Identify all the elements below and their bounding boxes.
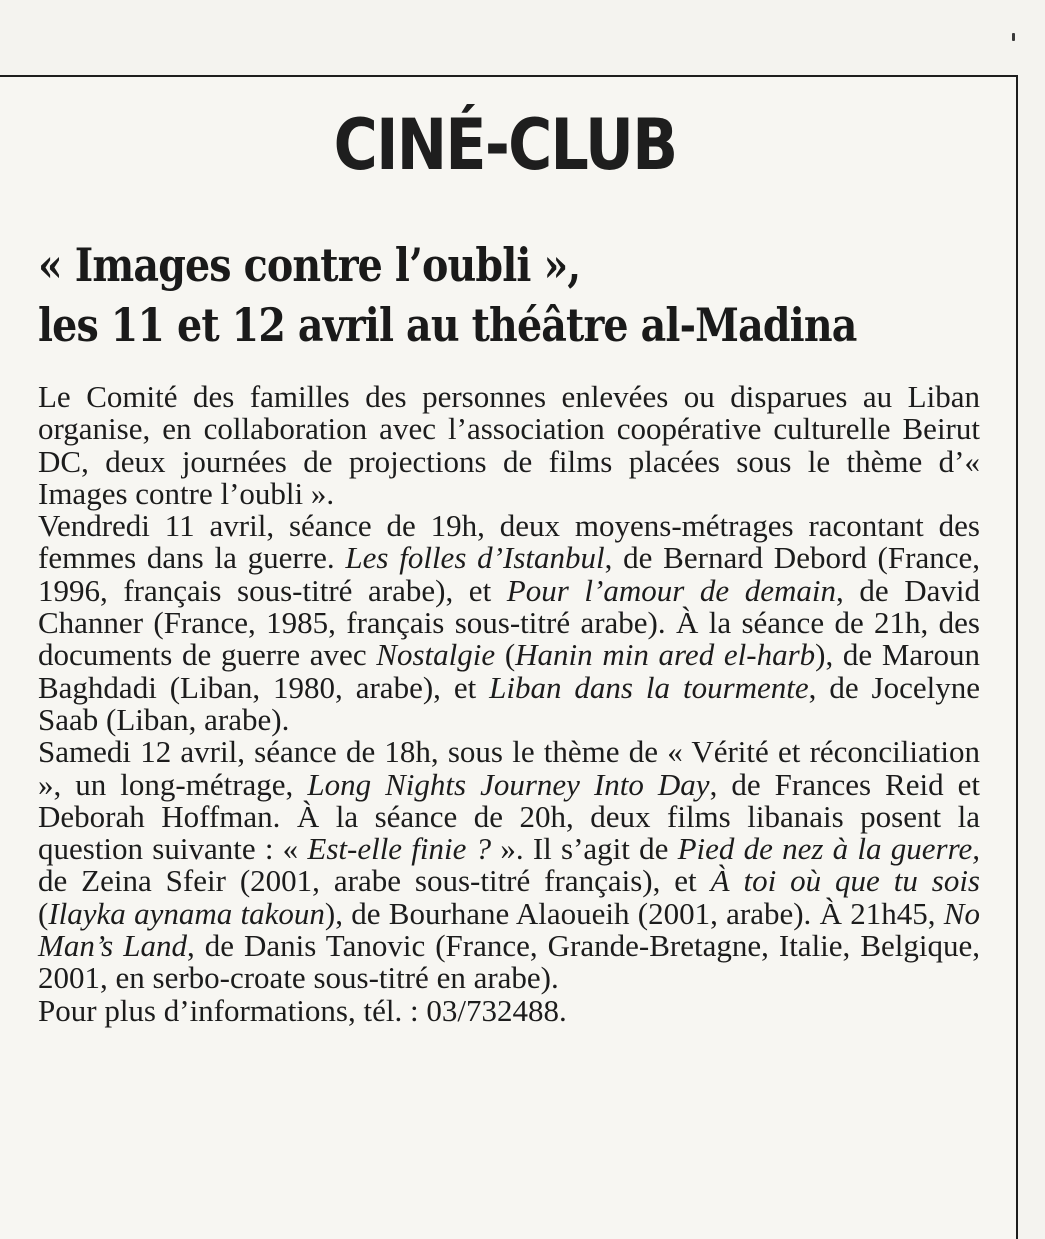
film-title: Ilayka aynama takoun <box>48 895 325 931</box>
text-run: Pour plus d’informations, tél. : 03/732488. <box>38 992 567 1028</box>
text-run: Le Comité des familles des personnes enlevées ou disparues au Liban organise, en collaboration avec l’association coopérative culturelle Beirut DC, deux journées de projections de films placées sous le thème d’« Images contre l’oubli ». <box>38 379 980 511</box>
saturday-paragraph <box>38 736 980 994</box>
text-run: ( <box>38 895 49 931</box>
article-body <box>38 381 980 1027</box>
text-run: , de Jocelyne Saab (Liban, arabe). <box>38 669 980 737</box>
rubric-title: CINÉ-CLUB <box>333 104 677 186</box>
film-title: Pour l’amour de demain <box>506 572 837 608</box>
text-run: ), de Maroun Baghdadi (Liban, 1980, arabe), et <box>38 637 980 705</box>
text-run: ), de Bourhane Alaoueih (2001, arabe). À 21h45, <box>324 895 944 931</box>
text-run: Samedi 12 avril, séance de 18h, sous le thème de « Vérité et réconciliation », un long-métrage, <box>38 734 980 802</box>
text-run: , de Danis Tanovic (France, Grande-Bretagne, Italie, Belgique, 2001, en serbo-croate sous-titré en arabe). <box>38 928 980 996</box>
friday-paragraph <box>38 510 980 736</box>
film-title: Les folles d’Istanbul <box>345 540 605 576</box>
headline-line-2: les 11 et 12 avril au théâtre al-Madina <box>38 298 857 352</box>
contact-paragraph <box>38 992 980 1028</box>
article-headline <box>38 235 864 355</box>
film-title: Est-elle finie ? <box>307 831 492 867</box>
text-run: ». Il s’agit de <box>491 831 678 867</box>
text-run: de Zeina Sfeir (2001, arabe sous-titré français), et <box>38 863 711 899</box>
film-title: No Man’s Land <box>38 895 980 964</box>
text-run: , de Frances Reid et Deborah Hoffman. À la séance de 20h, deux films libanais posent la question suivante : « <box>38 766 981 867</box>
intro-paragraph <box>38 381 980 510</box>
film-title: Long Nights Journey Into Day <box>307 766 710 802</box>
film-title: Hanin min ared el-harb <box>515 637 816 673</box>
scan-mark <box>1012 33 1015 41</box>
text-run: , de David Channer (France, 1985, français sous-titré arabe). À la séance de 21h, des documents de guerre avec <box>38 572 980 673</box>
headline-line-1: « Images contre l’oubli », <box>38 238 581 292</box>
text-run: ( <box>495 637 516 673</box>
film-title: À toi où que tu sois <box>710 863 980 899</box>
film-title: Pied de nez à la guerre, <box>677 831 981 867</box>
film-title: Nostalgie <box>376 637 496 673</box>
text-run: , de Bernard Debord (France, 1996, français sous-titré arabe), et <box>38 540 980 608</box>
film-title: Liban dans la tourmente <box>489 669 809 705</box>
text-run: Vendredi 11 avril, séance de 19h, deux moyens-métrages racontant des femmes dans la guerre. <box>38 508 980 576</box>
